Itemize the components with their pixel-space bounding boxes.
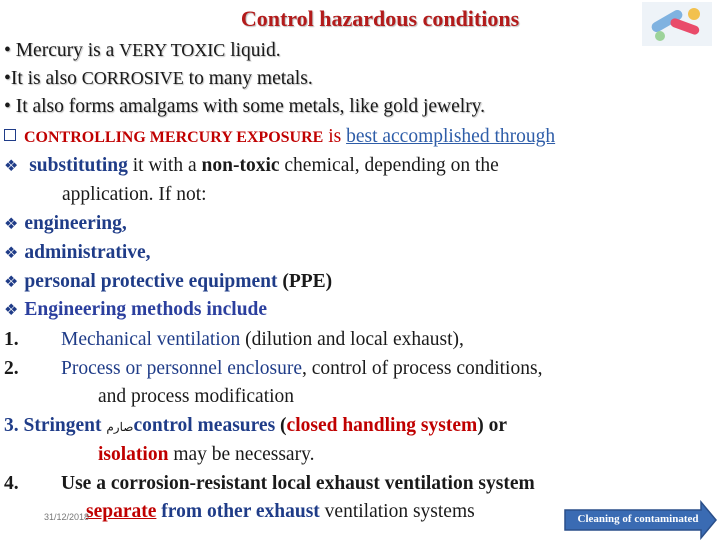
next-slide-button-label[interactable]: Cleaning of contaminated xyxy=(577,513,699,525)
text-line-4 xyxy=(4,125,555,150)
diamond-bullet-icon: ❖ xyxy=(4,302,19,319)
text-segment: application. If not: xyxy=(62,184,207,205)
text-line-17 xyxy=(86,500,475,524)
text-line-8 xyxy=(4,241,151,266)
text-segment: ventilation systems xyxy=(319,501,475,522)
text-segment: Mechanical ventilation xyxy=(61,329,241,350)
text-segment: may be necessary. xyxy=(168,444,315,465)
text-line-15 xyxy=(98,443,314,467)
text-segment: •It is also xyxy=(4,68,82,89)
text-segment: separate xyxy=(86,501,157,522)
text-segment: Process or personnel enclosure xyxy=(61,358,302,379)
text-segment: Engineering methods include xyxy=(24,299,268,320)
text-segment: personal protective equipment xyxy=(24,271,278,292)
text-line-2 xyxy=(4,66,313,91)
text-segment: chemical, depending on the xyxy=(279,155,499,176)
text-line-16 xyxy=(4,472,535,496)
text-line-10 xyxy=(4,298,267,323)
text-segment: best accomplished through xyxy=(346,126,556,147)
lab-pills-icon xyxy=(642,2,712,46)
diamond-bullet-icon: ❖ xyxy=(4,245,19,262)
text-segment: administrative, xyxy=(24,242,151,263)
slide-title: Control hazardous conditions xyxy=(240,6,520,31)
diamond-bullet-icon: ❖ xyxy=(4,274,19,291)
text-segment: control measures xyxy=(133,415,276,436)
text-segment: and process modification xyxy=(98,386,295,407)
text-segment: • It also forms amalgams with some metals, like gold jewelry. xyxy=(4,96,486,117)
text-segment: Use a corrosion-resistant local exhaust ventilation system xyxy=(61,473,535,494)
arabic-annotation: صارم xyxy=(106,420,134,434)
diamond-bullet-icon: ❖ xyxy=(4,158,19,175)
text-line-12 xyxy=(4,357,542,381)
text-line-11 xyxy=(4,328,464,352)
text-segment: • Mercury is a xyxy=(4,40,120,61)
text-line-5 xyxy=(4,154,499,179)
text-segment: , control of process conditions, xyxy=(301,358,543,379)
square-bullet-icon xyxy=(4,129,16,141)
text-segment: CORROSIVE xyxy=(81,68,184,88)
diamond-bullet-icon: ❖ xyxy=(4,216,19,233)
list-number: 1. xyxy=(4,329,19,350)
text-line-3 xyxy=(4,95,485,119)
text-segment: non-toxic xyxy=(201,155,280,176)
text-line-9 xyxy=(4,270,332,295)
text-segment: (PPE) xyxy=(277,271,333,292)
text-segment: (dilution and local exhaust), xyxy=(240,329,464,350)
text-line-13 xyxy=(98,385,294,409)
text-segment: to many metals. xyxy=(183,68,313,89)
text-segment: VERY TOXIC xyxy=(119,40,226,60)
text-segment: isolation xyxy=(98,444,169,465)
text-segment: 3. Stringent xyxy=(4,415,107,436)
text-line-1 xyxy=(4,38,281,63)
list-number: 4. xyxy=(4,473,19,494)
text-line-7 xyxy=(4,212,127,237)
text-segment: is xyxy=(323,126,347,147)
text-segment: liquid. xyxy=(225,40,281,61)
slide-date: 31/12/2018 xyxy=(44,512,90,522)
text-segment: substituting xyxy=(29,155,128,176)
list-number: 2. xyxy=(4,358,19,379)
text-line-6 xyxy=(62,183,207,207)
text-segment: CONTROLLING MERCURY EXPOSURE xyxy=(24,129,324,146)
text-segment: ) or xyxy=(477,415,508,436)
text-segment: it with a xyxy=(127,155,202,176)
text-segment: closed handling system xyxy=(286,415,478,436)
text-segment: engineering, xyxy=(24,213,127,234)
text-line-14 xyxy=(4,414,507,439)
text-segment: ( xyxy=(275,415,287,436)
text-segment: from other exhaust xyxy=(156,501,320,522)
